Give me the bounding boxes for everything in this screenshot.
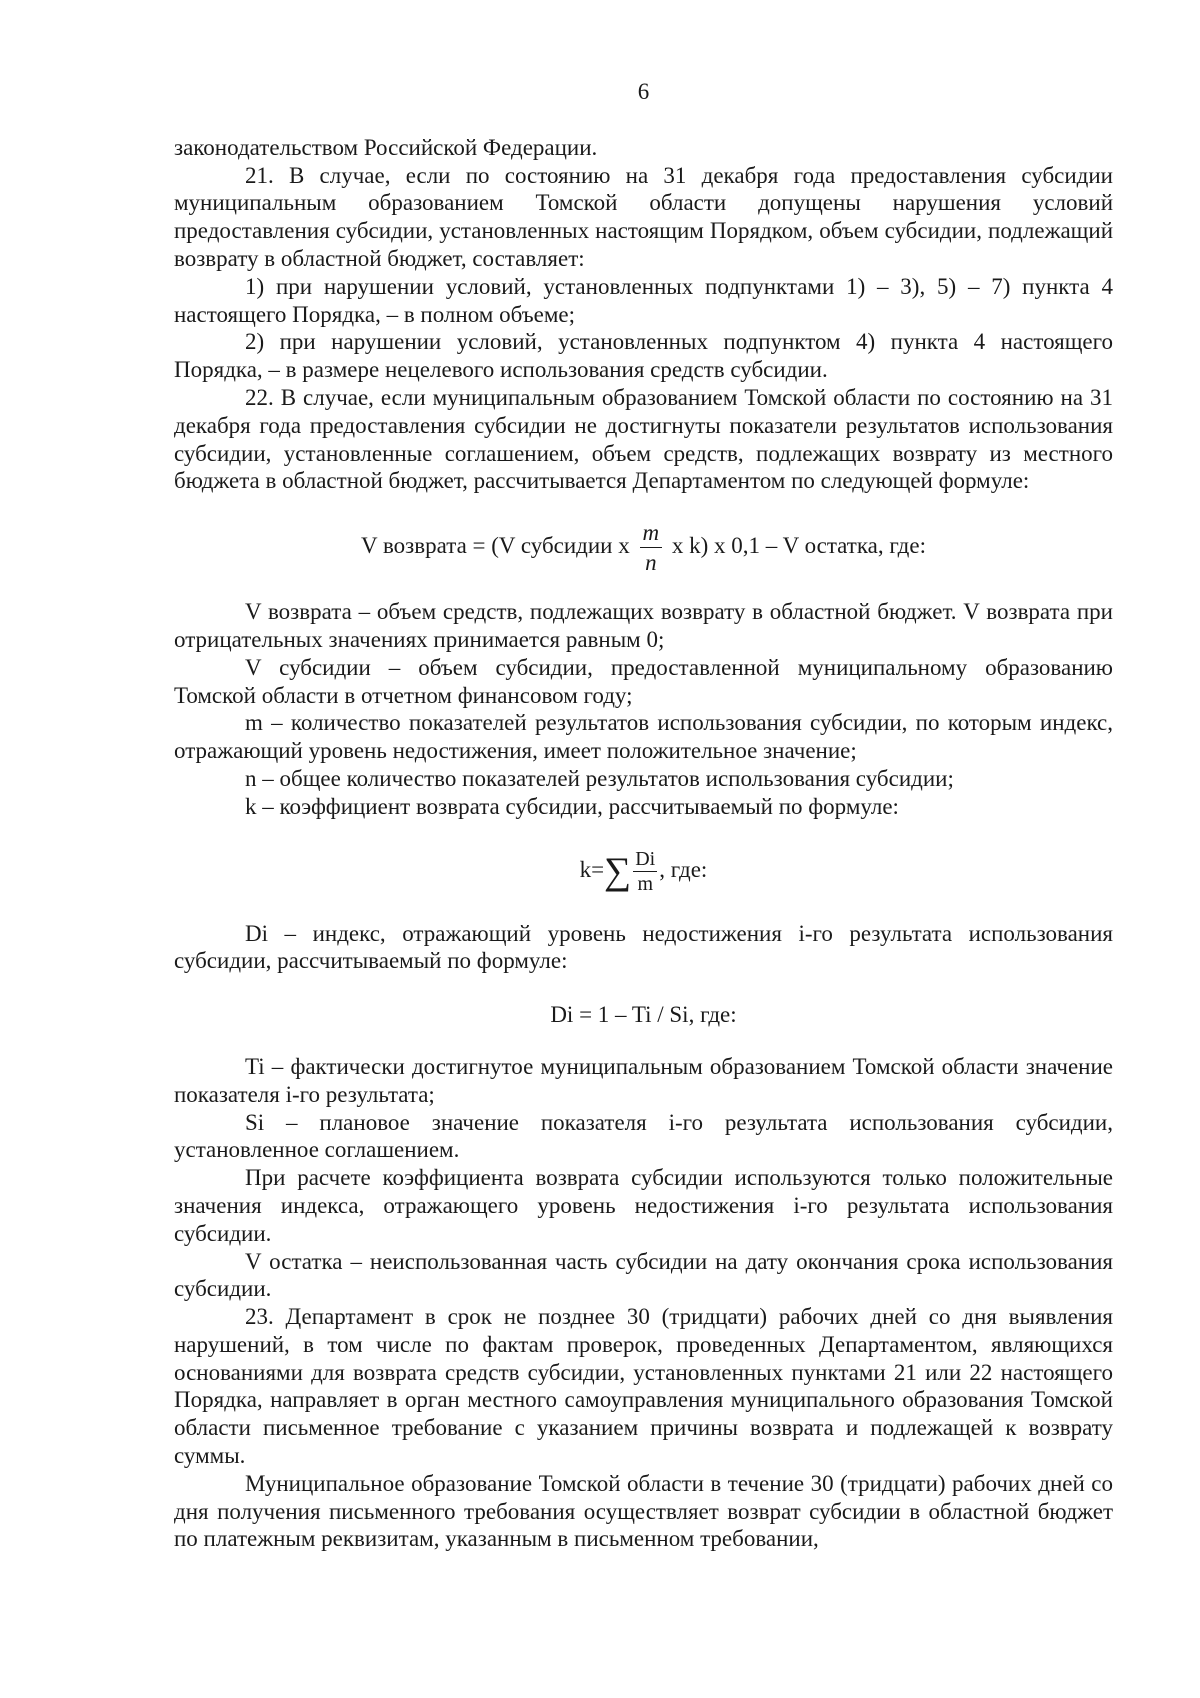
definition-v-remainder: V остатка – неиспользованная часть субсидии на дату окончания срока использования субсидии. — [174, 1248, 1113, 1302]
formula-di: Di = 1 – Ti / Si, где: — [550, 1002, 737, 1028]
definition-di: Di – индекс, отражающий уровень недостижения i-го результата использования субсидии, рассчитываемый по формуле: — [174, 920, 1113, 974]
paragraph-21: 21. В случае, если по состоянию на 31 декабря года предоставления субсидии муниципальным образованием Томской области допущены нарушения условий предоставления субсидии, установленных настоящим Порядком, объем субсидии, подлежащий возврату в областной бюджет, составляет: — [174, 162, 1113, 271]
paragraph-continuation: законодательством Российской Федерации. — [174, 134, 598, 160]
formula-v-return-left: V возврата = (V субсидии x — [361, 532, 630, 558]
fraction-di-over-m — [633, 849, 657, 894]
formula-v-return-right: x k) x 0,1 – V остатка, где: — [671, 532, 926, 558]
fraction-m-over-n — [640, 521, 663, 574]
definition-ti: Ti – фактически достигнутое муниципальным образованием Томской области значение показателя i-го результата; — [174, 1053, 1113, 1107]
definition-si: Si – плановое значение показателя i-го результата использования субсидии, установленное соглашением. — [174, 1109, 1113, 1163]
fraction-numerator: m — [640, 521, 663, 548]
definition-v-return: V возврата – объем средств, подлежащих возврату в областной бюджет. V возврата при отрицательных значениях принимается равным 0; — [174, 599, 1113, 652]
page-number: 6 — [637, 79, 650, 104]
formula-k-right: , где: — [659, 856, 708, 882]
formula-k-left: k= — [579, 856, 605, 882]
formula-v-return — [174, 521, 1113, 574]
definition-k: k – коэффициент возврата субсидии, рассчитываемый по формуле: — [245, 793, 899, 819]
paragraph-23: 23. Департамент в срок не позднее 30 (тридцати) рабочих дней со дня выявления нарушений, в том числе по фактам проверок, проведенных Департаментом, являющихся основаниями для возврата средств субсидии, установленных пунктами 21 или 22 настоящего Порядка, направляет в орган местного самоуправления муниципального образования Томской области письменное требование с указанием причины возврата и подлежащей к возврату суммы. — [174, 1304, 1113, 1469]
definition-n: n – общее количество показателей результатов использования субсидии; — [245, 765, 954, 791]
formula-k — [174, 849, 1113, 894]
sigma-symbol: ∑ — [604, 850, 632, 893]
paragraph-21-item-1: 1) при нарушении условий, установленных подпунктами 1) – 3), 5) – 7) пункта 4 настоящего Порядка, – в полном объеме; — [174, 273, 1113, 327]
definition-m: m – количество показателей результатов использования субсидии, по которым индекс, отражающий уровень недостижения, имеет положительное значение; — [174, 710, 1113, 764]
definition-v-subsidy: V субсидии – объем субсидии, предоставленной муниципальному образованию Томской области в отчетном финансовом году; — [174, 654, 1113, 708]
paragraph-23-return: Муниципальное образование Томской области в течение 30 (тридцати) рабочих дней со дня получения письменного требования осуществляет возврат субсидии в областной бюджет по платежным реквизитам, указанным в письменном требовании, — [174, 1470, 1113, 1552]
fraction-numerator: Di — [635, 847, 656, 870]
paragraph-22: 22. В случае, если муниципальным образованием Томской области по состоянию на 31 декабря года предоставления субсидии не достигнуты показатели результатов использования субсидии, установленные соглашением, объем средств, подлежащих возврату из местного бюджета в областной бюджет, рассчитывается Департаментом по следующей формуле: — [174, 384, 1113, 494]
paragraph-21-item-2: 2) при нарушении условий, установленных подпунктом 4) пункта 4 настоящего Порядка, – в размере нецелевого использования средств субсидии. — [174, 329, 1113, 383]
paragraph-positive-values: При расчете коэффициента возврата субсидии используются только положительные значения индекса, отражающего уровень недостижения i-го результата использования субсидии. — [174, 1165, 1113, 1246]
fraction-denominator: m — [637, 872, 654, 895]
fraction-denominator: n — [645, 550, 657, 576]
